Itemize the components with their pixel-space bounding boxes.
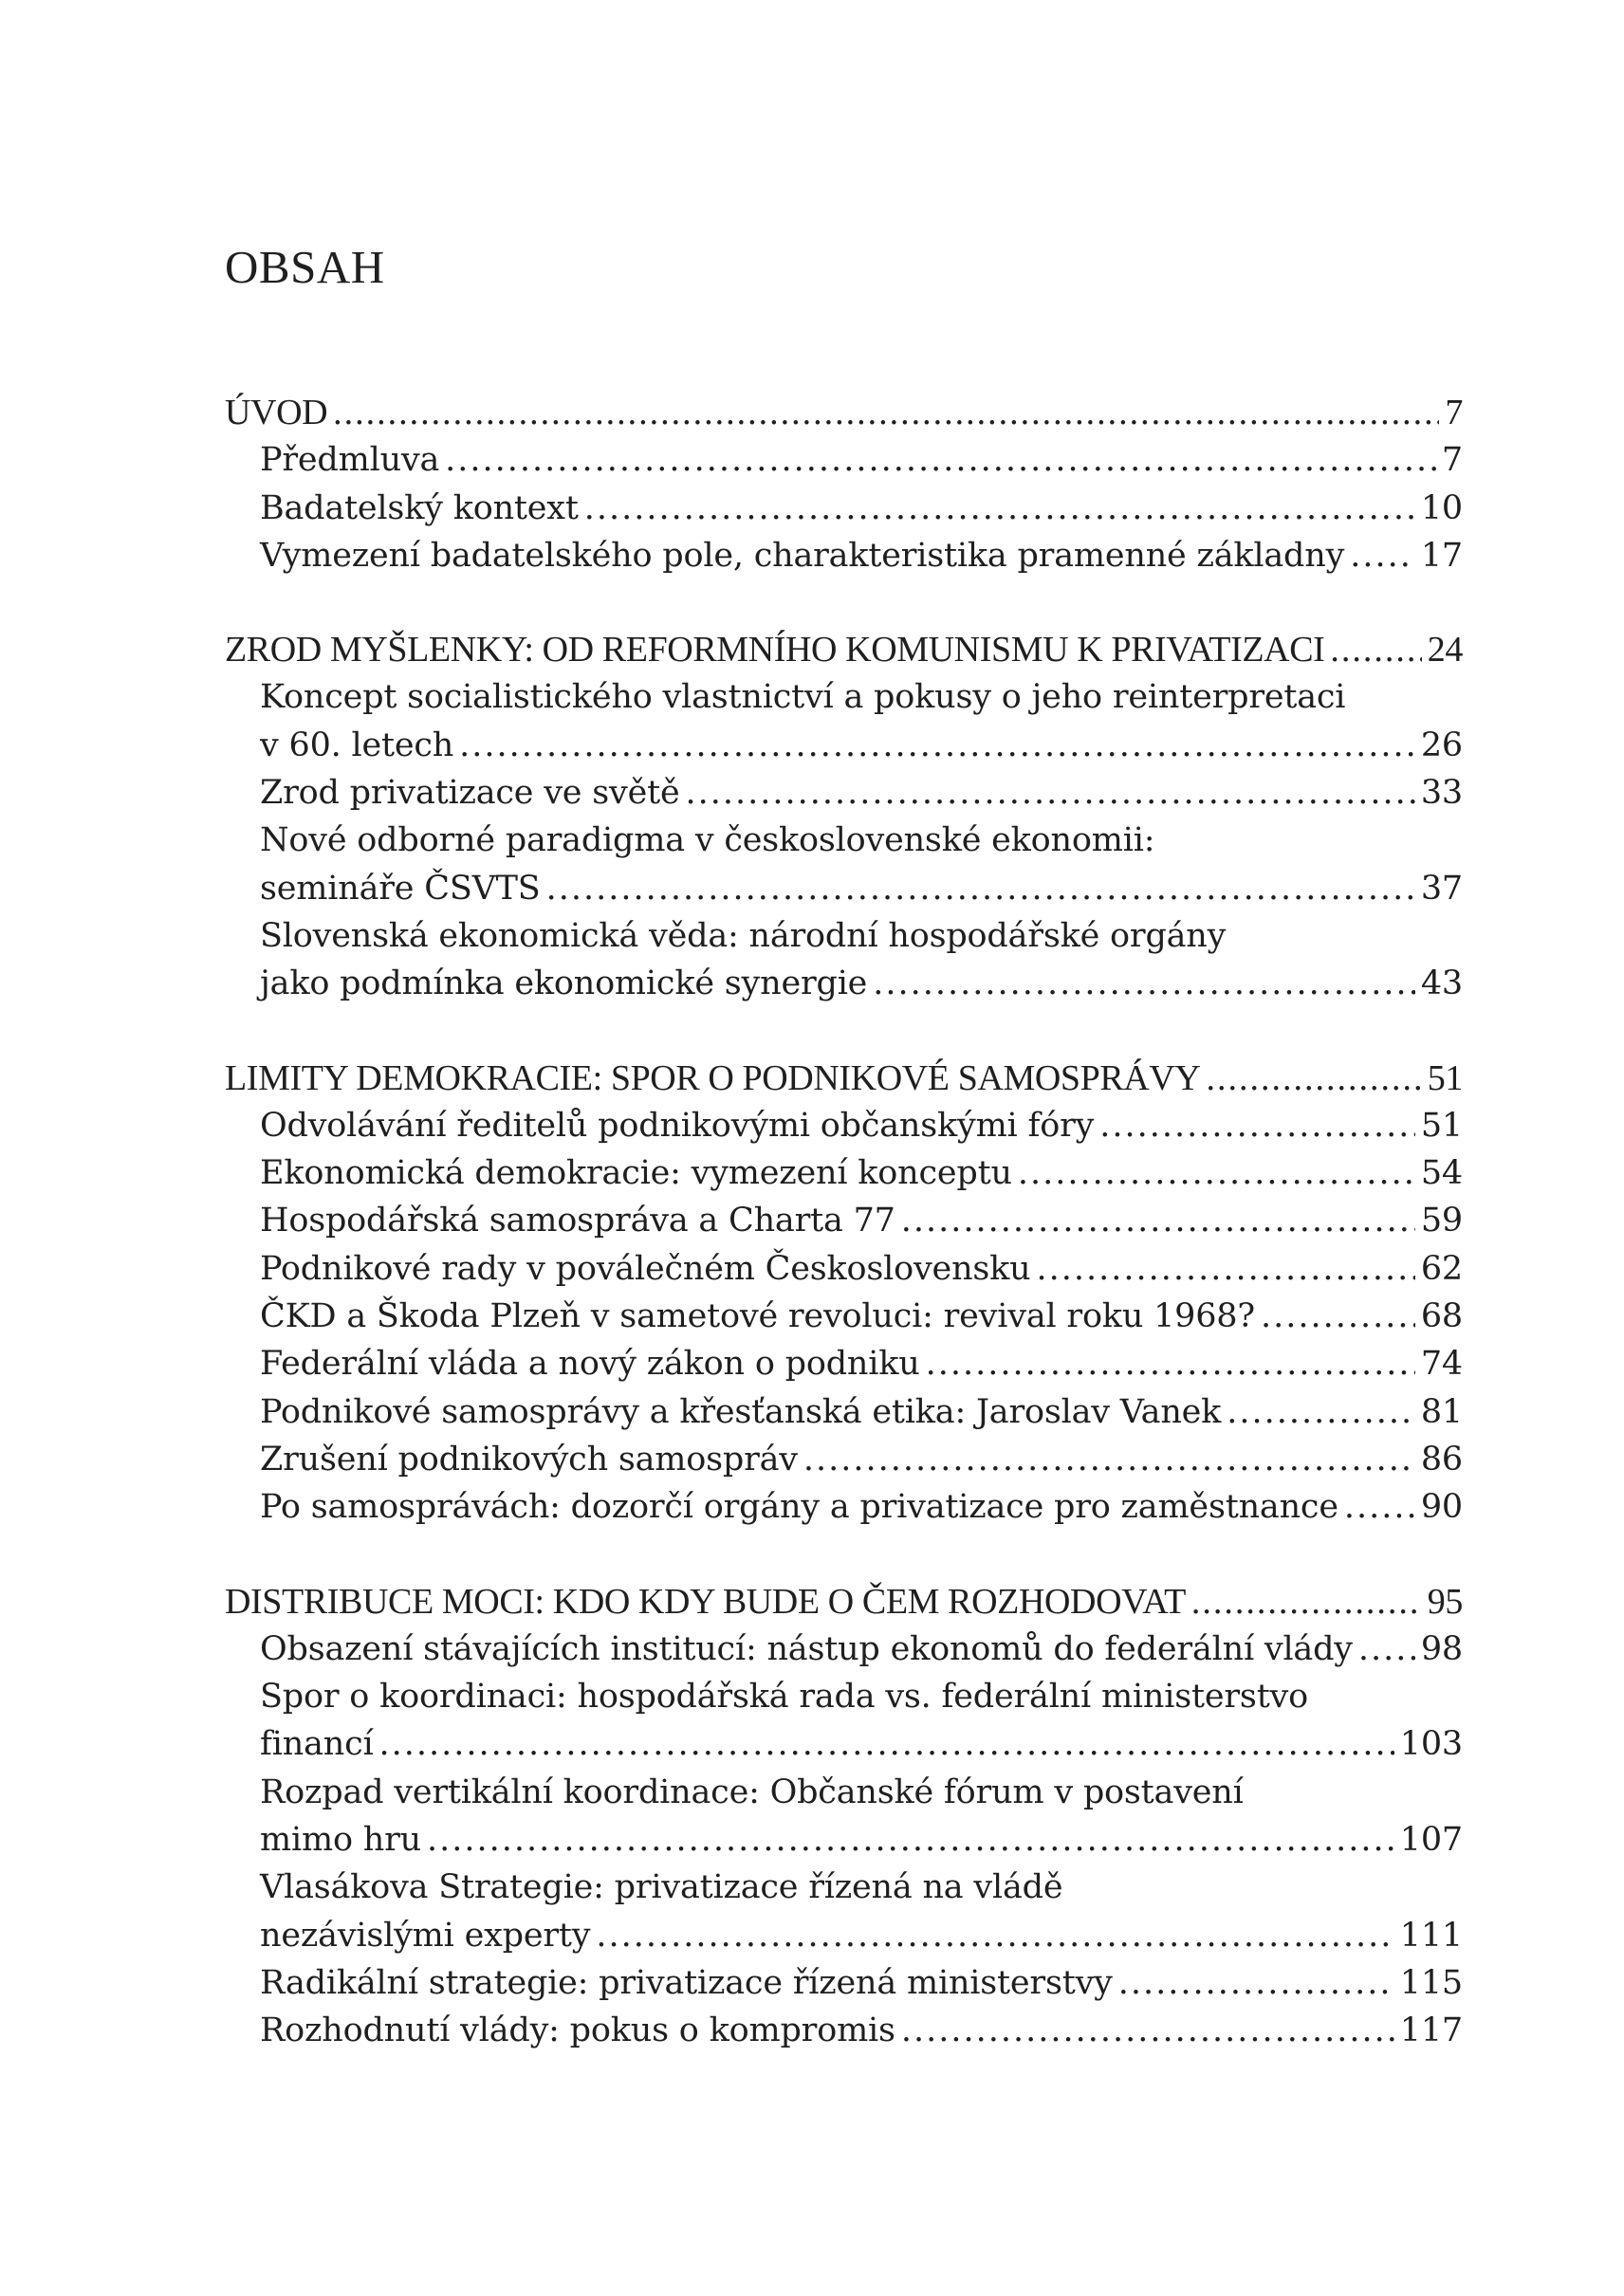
toc-section-title: ČKD a Škoda Plzeň v sametové revoluci: revival roku 1968? — [260, 1297, 1255, 1336]
toc-section-entry[interactable] — [225, 1483, 1463, 1531]
toc-section-title: Předmluva — [260, 441, 440, 480]
toc-section-entry-line1[interactable] — [225, 817, 1463, 864]
toc-section-entry[interactable] — [225, 1245, 1463, 1293]
toc-section-title: jako podmínka ekonomické synergie — [260, 964, 868, 1003]
toc-section-entry[interactable] — [225, 1102, 1463, 1149]
toc-section-entry[interactable] — [225, 1388, 1463, 1436]
toc-section-title: Obsazení stávajících institucí: nástup ekonomů do federální vlády — [260, 1629, 1353, 1668]
leader-dots — [546, 865, 1415, 912]
toc-section-title: Rozhodnutí vlády: pokus o kompromis — [260, 2011, 895, 2050]
toc-page-number: 111 — [1399, 1916, 1463, 1955]
leader-dots — [584, 485, 1415, 532]
toc-section-title: Spor o koordinaci: hospodářská rada vs. federální ministerstvo — [260, 1678, 1309, 1717]
toc-page-number: 62 — [1420, 1249, 1463, 1288]
toc-page-number: 10 — [1420, 488, 1463, 527]
toc-section-entry[interactable] — [225, 960, 1463, 1007]
document-page — [225, 0, 1463, 2296]
toc-chapter-entry[interactable] — [225, 389, 1463, 436]
toc-section-entry[interactable] — [225, 1959, 1463, 2007]
toc-chapter-entry[interactable] — [225, 1055, 1463, 1102]
leader-dots — [379, 1720, 1394, 1768]
toc-section-entry[interactable] — [225, 1293, 1463, 1340]
leader-dots — [1191, 1578, 1422, 1626]
toc-section-title: Federální vláda a nový zákon o podniku — [260, 1345, 920, 1384]
leader-dots — [333, 389, 1439, 436]
toc-section-title: mimo hru — [260, 1821, 421, 1860]
toc-page-number: 43 — [1420, 964, 1463, 1003]
leader-dots — [1099, 1102, 1415, 1149]
toc-section-title: Vlasákova Strategie: privatizace řízená na vládě — [260, 1868, 1063, 1907]
leader-dots — [427, 1816, 1394, 1864]
toc-page-number: 37 — [1420, 869, 1463, 908]
toc-section-title: v 60. letech — [260, 726, 454, 764]
toc-page-number: 59 — [1420, 1202, 1463, 1240]
toc-page-number: 24 — [1427, 630, 1463, 670]
toc-section-entry[interactable] — [225, 1436, 1463, 1483]
toc-section-title: nezávislými experty — [260, 1916, 591, 1955]
leader-dots — [1261, 1293, 1415, 1340]
leader-dots — [1330, 626, 1421, 673]
toc-page-number: 51 — [1427, 1057, 1463, 1098]
toc-page-number: 115 — [1399, 1963, 1463, 2002]
leader-dots — [926, 1340, 1415, 1387]
toc-section-title: Podnikové samosprávy a křesťanská etika: Jaroslav Vanek — [260, 1392, 1222, 1431]
toc-chapter-title: ÚVOD — [225, 393, 328, 432]
toc-section-entry-line1[interactable] — [225, 1864, 1463, 1911]
toc-chapter — [225, 1578, 1463, 2055]
page-title: OBSAH — [225, 241, 385, 293]
toc-chapter — [225, 389, 1463, 579]
toc-section-title: Po samosprávách: dozorčí orgány a privatizace pro zaměstnance — [260, 1488, 1338, 1527]
toc-chapter — [225, 1055, 1463, 1532]
toc-section-entry[interactable] — [225, 865, 1463, 912]
leader-dots — [1358, 1626, 1415, 1673]
toc-page-number: 86 — [1420, 1440, 1463, 1479]
leader-dots — [1037, 1245, 1415, 1293]
toc-page-number: 17 — [1420, 536, 1463, 575]
toc-section-entry-line1[interactable] — [225, 912, 1463, 960]
toc-page-number: 107 — [1399, 1821, 1463, 1860]
toc-section-entry[interactable] — [225, 1912, 1463, 1959]
table-of-contents — [225, 389, 1463, 2102]
toc-section-entry[interactable] — [225, 1626, 1463, 1673]
leader-dots — [901, 2007, 1394, 2054]
toc-section-title: Ekonomická demokracie: vymezení konceptu — [260, 1154, 1012, 1193]
toc-section-entry[interactable] — [225, 532, 1463, 579]
toc-page-number: 103 — [1399, 1725, 1463, 1764]
toc-chapter-entry[interactable] — [225, 626, 1463, 673]
toc-page-number: 68 — [1420, 1297, 1463, 1336]
toc-page-number: 98 — [1420, 1629, 1463, 1668]
leader-dots — [1118, 1959, 1394, 2007]
toc-page-number: 117 — [1399, 2011, 1463, 2050]
toc-section-title: Zrušení podnikových samospráv — [260, 1440, 798, 1479]
leader-dots — [685, 769, 1414, 817]
leader-dots — [803, 1436, 1415, 1483]
toc-page-number: 26 — [1420, 726, 1463, 764]
toc-chapter-title: LIMITY DEMOKRACIE: SPOR O PODNIKOVÉ SAMOSPRÁVY — [225, 1057, 1201, 1098]
toc-section-entry[interactable] — [225, 1149, 1463, 1197]
toc-section-entry-line1[interactable] — [225, 1769, 1463, 1816]
toc-chapter — [225, 626, 1463, 1007]
leader-dots — [459, 722, 1415, 769]
toc-section-title: Hospodářská samospráva a Charta 77 — [260, 1202, 895, 1240]
toc-section-title: financí — [260, 1725, 374, 1764]
toc-page-number: 51 — [1420, 1106, 1463, 1145]
toc-section-title: Vymezení badatelského pole, charakteristika pramenné základny — [260, 536, 1345, 575]
toc-page-number: 81 — [1420, 1392, 1463, 1431]
toc-page-number: 54 — [1420, 1154, 1463, 1193]
toc-section-title: Odvolávání ředitelů podnikovými občanskými fóry — [260, 1106, 1095, 1145]
leader-dots — [901, 1197, 1415, 1244]
toc-chapter-entry[interactable] — [225, 1578, 1463, 1626]
toc-section-title: Rozpad vertikální koordinace: Občanské fórum v postavení — [260, 1773, 1244, 1811]
leader-dots — [445, 436, 1436, 484]
toc-section-title: Koncept socialistického vlastnictví a pokusy o jeho reinterpretaci — [260, 678, 1346, 717]
leader-dots — [873, 960, 1415, 1007]
toc-section-entry[interactable] — [225, 1197, 1463, 1244]
leader-dots — [1206, 1055, 1421, 1102]
toc-page-number: 90 — [1420, 1488, 1463, 1527]
leader-dots — [1227, 1388, 1415, 1436]
leader-dots — [1344, 1483, 1415, 1531]
toc-chapter-title: DISTRIBUCE MOCI: KDO KDY BUDE O ČEM ROZHODOVAT — [225, 1581, 1186, 1622]
toc-page-number: 95 — [1427, 1581, 1463, 1622]
toc-page-number: 74 — [1420, 1345, 1463, 1384]
toc-section-entry[interactable] — [225, 722, 1463, 769]
toc-section-entry-line1[interactable] — [225, 673, 1463, 721]
toc-section-title: Radikální strategie: privatizace řízená ministerstvy — [260, 1963, 1113, 2002]
leader-dots — [1350, 532, 1415, 579]
toc-section-entry[interactable] — [225, 485, 1463, 532]
toc-section-entry[interactable] — [225, 436, 1463, 484]
toc-section-title: Badatelský kontext — [260, 488, 579, 527]
toc-section-entry[interactable] — [225, 769, 1463, 817]
toc-section-entry[interactable] — [225, 1720, 1463, 1768]
toc-page-number: 7 — [1445, 393, 1463, 432]
toc-section-entry[interactable] — [225, 2007, 1463, 2054]
toc-section-title: Nové odborné paradigma v československé ekonomii: — [260, 821, 1155, 860]
toc-section-entry[interactable] — [225, 1340, 1463, 1387]
toc-section-title: Podnikové rady v poválečném Československu — [260, 1249, 1031, 1288]
leader-dots — [596, 1912, 1393, 1959]
leader-dots — [1018, 1149, 1415, 1197]
toc-page-number: 33 — [1420, 774, 1463, 813]
toc-section-title: Zrod privatizace ve světě — [260, 774, 680, 813]
toc-section-entry-line1[interactable] — [225, 1673, 1463, 1720]
toc-page-number: 7 — [1441, 441, 1463, 480]
toc-section-title: semináře ČSVTS — [260, 869, 541, 908]
toc-section-entry[interactable] — [225, 1816, 1463, 1864]
toc-section-title: Slovenská ekonomická věda: národní hospodářské orgány — [260, 916, 1227, 955]
toc-chapter-title: ZROD MYŠLENKY: OD REFORMNÍHO KOMUNISMU K PRIVATIZACI — [225, 630, 1325, 670]
